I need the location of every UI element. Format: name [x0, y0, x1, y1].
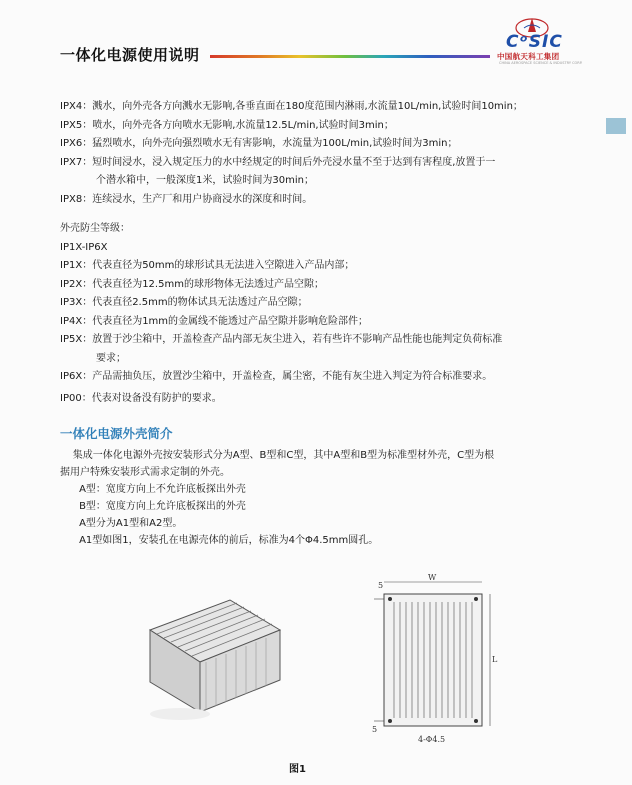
ip-water-list: [60, 98, 523, 209]
dim-w-label: W: [428, 573, 437, 582]
logo-company-name: 中国航天科工集团: [497, 52, 560, 61]
housing-dimension-figure: [360, 572, 500, 752]
list-item: IP6X：产品需抽负压，放置沙尘箱中，开盖检查，属尘密，不能有灰尘进入判定为符合标准要求。: [60, 371, 493, 382]
list-item: 要求；: [96, 352, 126, 364]
list-item: IPX6：猛烈喷水，向外壳向强烈喷水无有害影响，水流量为100L/min,试验时间为3min；: [60, 138, 458, 149]
side-tab: [606, 118, 626, 134]
list-item: IP1X：代表直径为50mm的球形试具无法进入空隙进入产品内部；: [60, 260, 355, 271]
paragraph-line: A型：宽度方向上不允许底板探出外壳: [60, 484, 246, 495]
housing-intro: [60, 447, 580, 549]
hole-spec-label: 4-Φ4.5: [418, 735, 446, 744]
page-title: 一体化电源使用说明: [60, 46, 200, 64]
list-item: IP2X：代表直径为12.5mm的球形物体无法透过产品空隙；: [60, 278, 324, 290]
paragraph-line: A型分为A1型和A2型。: [60, 518, 183, 529]
dim-l-label: L: [492, 655, 498, 664]
list-item: IPX5：喷水，向外壳各方向喷水无影响,水流量12.5L/min,试验时间3min；: [60, 119, 394, 131]
dust-range: IP1X-IP6X: [60, 241, 108, 253]
list-item: IP5X：放置于沙尘箱中，开盖检查产品内部无灰尘进入，若有些许不影响产品性能也能判定负荷标准: [60, 334, 503, 345]
list-item: IP3X：代表直径2.5mm的物体试具无法透过产品空隙；: [60, 297, 308, 308]
section-title: 一体化电源外壳简介: [60, 426, 173, 441]
dim-5-bottom-label: 5: [372, 725, 378, 734]
ip00-text: IP00：代表对设备没有防护的要求。: [60, 393, 222, 404]
list-item: 个潜水箱中，一般深度1米，试验时间为30min；: [96, 175, 314, 186]
paragraph-line: A1型如图1，安装孔在电源壳体的前后，标准为4个Φ4.5mm圆孔。: [60, 535, 379, 546]
paragraph-line: 据用户特殊安装形式需求定制的外壳。: [60, 467, 230, 478]
ip-dust-list: [60, 220, 502, 387]
housing-isometric-figure: [140, 590, 290, 730]
list-item: IPX7：短时间浸水，浸入规定压力的水中经规定的时间后外壳浸水量不至于达到有害程度,放置于一: [60, 156, 496, 168]
rainbow-rule: [210, 55, 490, 58]
logo-company-english: CHINA AEROSPACE SCIENCE & INDUSTRY CORP.: [499, 61, 583, 65]
ip00-line: [60, 390, 222, 409]
list-item: IP4X：代表直径为1mm的金属线不能透过产品空隙并影响危险部件；: [60, 315, 369, 327]
paragraph-line: 集成一体化电源外壳按安装形式分为A型、B型和C型，其中A型和B型为标准型材外壳，C型为根: [60, 450, 495, 461]
figure-caption: 图1: [289, 764, 306, 775]
dust-heading: 外壳防尘等级：: [60, 223, 130, 234]
list-item: IPX8：连续浸水，生产厂和用户协商浸水的深度和时间。: [60, 193, 313, 205]
dim-5-top-label: 5: [378, 581, 384, 590]
paragraph-line: B型：宽度方向上允许底板探出的外壳: [60, 501, 246, 512]
logo-wordmark: CᵒSIC: [506, 32, 563, 52]
list-item: IPX4：溅水，向外壳各方向溅水无影响,各垂直面在180度范围内淋雨,水流量10L/min,试验时间10min；: [60, 101, 523, 112]
